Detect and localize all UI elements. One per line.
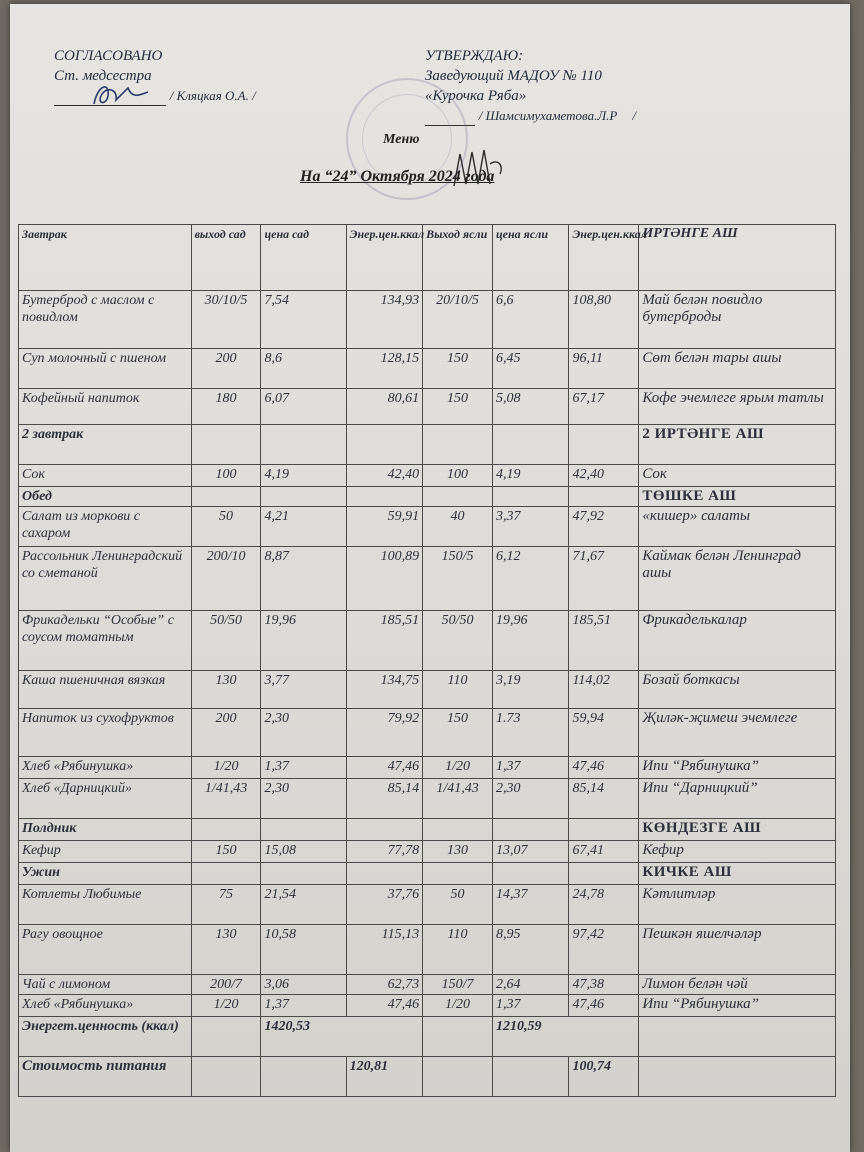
cell-v2: 100: [423, 465, 493, 487]
cell-v2: 150: [423, 349, 493, 389]
cell-v1: 200/7: [191, 975, 261, 995]
cell-p1: 15,08: [261, 841, 346, 863]
col-header: Энер.цен.ккал: [346, 225, 422, 291]
cell-tat: Фрикаделькалар: [639, 611, 836, 671]
cell-e1: 128,15: [346, 349, 422, 389]
cell-p2: 3,19: [492, 671, 568, 709]
cell-tat: ТӨШКЕ АШ: [639, 487, 836, 507]
cell-e2: 42,40: [569, 465, 639, 487]
menu-date: На “24” Октября 2024 года: [300, 168, 495, 185]
cell-e2: 24,78: [569, 885, 639, 925]
cell-tat: Ипи “Рябинушка”: [639, 757, 836, 779]
col-header: Выход ясли: [423, 225, 493, 291]
cell-name: Котлеты Любимые: [19, 885, 192, 925]
cell-e2: 47,38: [569, 975, 639, 995]
cell-name: Бутерброд с маслом с повидлом: [19, 291, 192, 349]
cell-p2: 1,37: [492, 757, 568, 779]
col-header: цена ясли: [492, 225, 568, 291]
cell-v1: 130: [191, 925, 261, 975]
cost-total-row: [19, 1057, 836, 1097]
cell-e1: 134,75: [346, 671, 422, 709]
cell-v1: 75: [191, 885, 261, 925]
cell-p1: 3,06: [261, 975, 346, 995]
cell-p1: 3,77: [261, 671, 346, 709]
cell-p1: 2,30: [261, 709, 346, 757]
cell-p2: 1,37: [492, 995, 568, 1017]
cell-tat: Сок: [639, 465, 836, 487]
table-row: [19, 709, 836, 757]
cell-name: Сок: [19, 465, 192, 487]
cell-v1: 200: [191, 349, 261, 389]
col-header: цена сад: [261, 225, 346, 291]
table-row: [19, 757, 836, 779]
cell-name: Суп молочный с пшеном: [19, 349, 192, 389]
table-row: [19, 349, 836, 389]
cell-name: Кофейный напиток: [19, 389, 192, 425]
cell-v1: 130: [191, 671, 261, 709]
cost-total-sad: 120,81: [346, 1057, 422, 1097]
cell-v2: 1/41,43: [423, 779, 493, 819]
cell-p1: 7,54: [261, 291, 346, 349]
table-row: [19, 611, 836, 671]
cell-tat: Пешкән яшелчәләр: [639, 925, 836, 975]
energy-total-sad: 1420,53: [261, 1017, 423, 1057]
cell-tat: Каймак белән Ленинград ашы: [639, 547, 836, 611]
table-row: [19, 779, 836, 819]
cell-v2: 20/10/5: [423, 291, 493, 349]
cell-p1: 4,21: [261, 507, 346, 547]
cell-e1: 134,93: [346, 291, 422, 349]
cell-v1: 30/10/5: [191, 291, 261, 349]
cell-name: Салат из моркови с сахаром: [19, 507, 192, 547]
table-row: [19, 389, 836, 425]
table-row: [19, 671, 836, 709]
cell-name: Ужин: [19, 863, 192, 885]
cell-name: Обед: [19, 487, 192, 507]
cell-p2: 5,08: [492, 389, 568, 425]
nurse-position: Ст. медсестра: [54, 68, 152, 84]
cell-v2: 110: [423, 925, 493, 975]
cell-p2: 6,12: [492, 547, 568, 611]
cell-e1: 85,14: [346, 779, 422, 819]
cell-v2: 150: [423, 709, 493, 757]
head-position: Заведующий МАДОУ № 110: [425, 68, 602, 84]
cell-v2: 40: [423, 507, 493, 547]
cell-p2: 4,19: [492, 465, 568, 487]
cell-name: Рассольник Ленинградский со сметаной: [19, 547, 192, 611]
cell-v1: 180: [191, 389, 261, 425]
cell-p2: 3,37: [492, 507, 568, 547]
cell-tat: Кефир: [639, 841, 836, 863]
table-header-row: [19, 225, 836, 291]
cell-name: Кефир: [19, 841, 192, 863]
cell-name: Чай с лимоном: [19, 975, 192, 995]
cell-p1: 4,19: [261, 465, 346, 487]
cell-p2: 19,96: [492, 611, 568, 671]
cell-v2: 1/20: [423, 757, 493, 779]
cell-e2: 47,92: [569, 507, 639, 547]
cell-e2: 97,42: [569, 925, 639, 975]
table-row: [19, 465, 836, 487]
cell-v2: 110: [423, 671, 493, 709]
section-row: [19, 487, 836, 507]
energy-total-yasli: 1210,59: [492, 1017, 638, 1057]
cell-p1: 8,6: [261, 349, 346, 389]
col-header: Завтрак: [19, 225, 192, 291]
cell-e2: 67,17: [569, 389, 639, 425]
cell-v2: 50/50: [423, 611, 493, 671]
cell-e1: 42,40: [346, 465, 422, 487]
cell-p1: 2,30: [261, 779, 346, 819]
cell-p1: 6,07: [261, 389, 346, 425]
table-row: [19, 547, 836, 611]
cell-name: Фрикадельки “Особые” с соусом томатным: [19, 611, 192, 671]
cell-e2: 67,41: [569, 841, 639, 863]
table-row: [19, 995, 836, 1017]
document-page: [10, 4, 850, 1152]
section-row: [19, 819, 836, 841]
cell-e2: 71,67: [569, 547, 639, 611]
cell-e1: 47,46: [346, 995, 422, 1017]
cell-tat: Җиләк-җимеш эчемлеге: [639, 709, 836, 757]
cell-v1: 1/20: [191, 757, 261, 779]
cell-e1: 77,78: [346, 841, 422, 863]
cell-e1: 185,51: [346, 611, 422, 671]
name-slash: /: [632, 108, 636, 123]
cell-v2: 50: [423, 885, 493, 925]
cell-name: Хлеб «Дарницкий»: [19, 779, 192, 819]
col-header: выход сад: [191, 225, 261, 291]
cell-p2: 1.73: [492, 709, 568, 757]
cell-e1: 100,89: [346, 547, 422, 611]
org-name: «Курочка Ряба»: [425, 88, 527, 104]
cell-v1: 150: [191, 841, 261, 863]
cell-e1: 62,73: [346, 975, 422, 995]
cell-tat: Кәтлитләр: [639, 885, 836, 925]
cell-p2: 14,37: [492, 885, 568, 925]
cell-name: 2 завтрак: [19, 425, 192, 465]
cell-v2: 130: [423, 841, 493, 863]
cell-tat: КИЧКЕ АШ: [639, 863, 836, 885]
handwritten-signature: [88, 74, 158, 114]
cell-v1: 1/41,43: [191, 779, 261, 819]
cell-p2: 2,64: [492, 975, 568, 995]
cell-p2: 8,95: [492, 925, 568, 975]
cell-p1: 1,37: [261, 995, 346, 1017]
nurse-name: / Кляцкая О.А. /: [169, 88, 256, 103]
head-name: / Шамсимухаметова.Л.Р: [478, 108, 618, 123]
cell-tat: Кофе эчемлеге ярым татлы: [639, 389, 836, 425]
cell-name: Рагу овощное: [19, 925, 192, 975]
cell-name: Хлеб «Рябинушка»: [19, 995, 192, 1017]
cell-name: Полдник: [19, 819, 192, 841]
cell-p1: 10,58: [261, 925, 346, 975]
cell-tat: Ипи “Дарницкий”: [639, 779, 836, 819]
cell-p2: 2,30: [492, 779, 568, 819]
cell-v2: 150/5: [423, 547, 493, 611]
cell-v2: 1/20: [423, 995, 493, 1017]
cell-v1: 200/10: [191, 547, 261, 611]
table-row: [19, 885, 836, 925]
approve-title: УТВЕРЖДАЮ:: [425, 48, 524, 64]
table-row: [19, 925, 836, 975]
cell-v1: 200: [191, 709, 261, 757]
cell-v1: 1/20: [191, 995, 261, 1017]
cell-e1: 79,92: [346, 709, 422, 757]
cell-p1: 19,96: [261, 611, 346, 671]
cell-tat: 2 ИРТӘНГЕ АШ: [639, 425, 836, 465]
section-row: [19, 425, 836, 465]
cost-total-yasli: 100,74: [569, 1057, 639, 1097]
cell-e2: 96,11: [569, 349, 639, 389]
cell-tat: КӨНДЕЗГЕ АШ: [639, 819, 836, 841]
cell-p2: 6,6: [492, 291, 568, 349]
cell-tat: Лимон белән чәй: [639, 975, 836, 995]
cell-e2: 185,51: [569, 611, 639, 671]
energy-total-row: [19, 1017, 836, 1057]
cell-e1: 47,46: [346, 757, 422, 779]
cell-p1: 8,87: [261, 547, 346, 611]
cell-v1: 50/50: [191, 611, 261, 671]
cell-v2: 150/7: [423, 975, 493, 995]
menu-title: Меню: [383, 132, 420, 147]
cell-v2: 150: [423, 389, 493, 425]
cell-v1: 50: [191, 507, 261, 547]
cell-v1: 100: [191, 465, 261, 487]
col-header: Энер.цен.ккал: [569, 225, 639, 291]
table-row: [19, 291, 836, 349]
cell-name: Каша пшеничная вязкая: [19, 671, 192, 709]
cell-tat: Май белән повидло бутерброды: [639, 291, 836, 349]
table-row: [19, 975, 836, 995]
menu-table-body: [19, 291, 836, 1017]
cell-e2: 47,46: [569, 757, 639, 779]
cost-total-label: Стоимость питания: [19, 1057, 192, 1097]
cell-p1: 1,37: [261, 757, 346, 779]
cell-e1: 37,76: [346, 885, 422, 925]
col-header: ИРТӘНГЕ АШ: [639, 225, 836, 291]
cell-e2: 59,94: [569, 709, 639, 757]
cell-e2: 85,14: [569, 779, 639, 819]
cell-e1: 59,91: [346, 507, 422, 547]
cell-name: Хлеб «Рябинушка»: [19, 757, 192, 779]
approved-title: СОГЛАСОВАНО: [54, 48, 163, 64]
cell-tat: Бозай боткасы: [639, 671, 836, 709]
cell-p2: 13,07: [492, 841, 568, 863]
menu-table: [18, 224, 836, 1097]
cell-e1: 115,13: [346, 925, 422, 975]
energy-total-label: Энергет.ценность (ккал): [19, 1017, 192, 1057]
cell-tat: «кишер» салаты: [639, 507, 836, 547]
cell-name: Напиток из сухофруктов: [19, 709, 192, 757]
table-row: [19, 841, 836, 863]
cell-p2: 6,45: [492, 349, 568, 389]
cell-tat: Сөт белән тары ашы: [639, 349, 836, 389]
cell-e2: 114,02: [569, 671, 639, 709]
cell-e2: 47,46: [569, 995, 639, 1017]
cell-p1: 21,54: [261, 885, 346, 925]
cell-tat: Ипи “Рябинушка”: [639, 995, 836, 1017]
table-row: [19, 507, 836, 547]
section-row: [19, 863, 836, 885]
cell-e2: 108,80: [569, 291, 639, 349]
cell-e1: 80,61: [346, 389, 422, 425]
